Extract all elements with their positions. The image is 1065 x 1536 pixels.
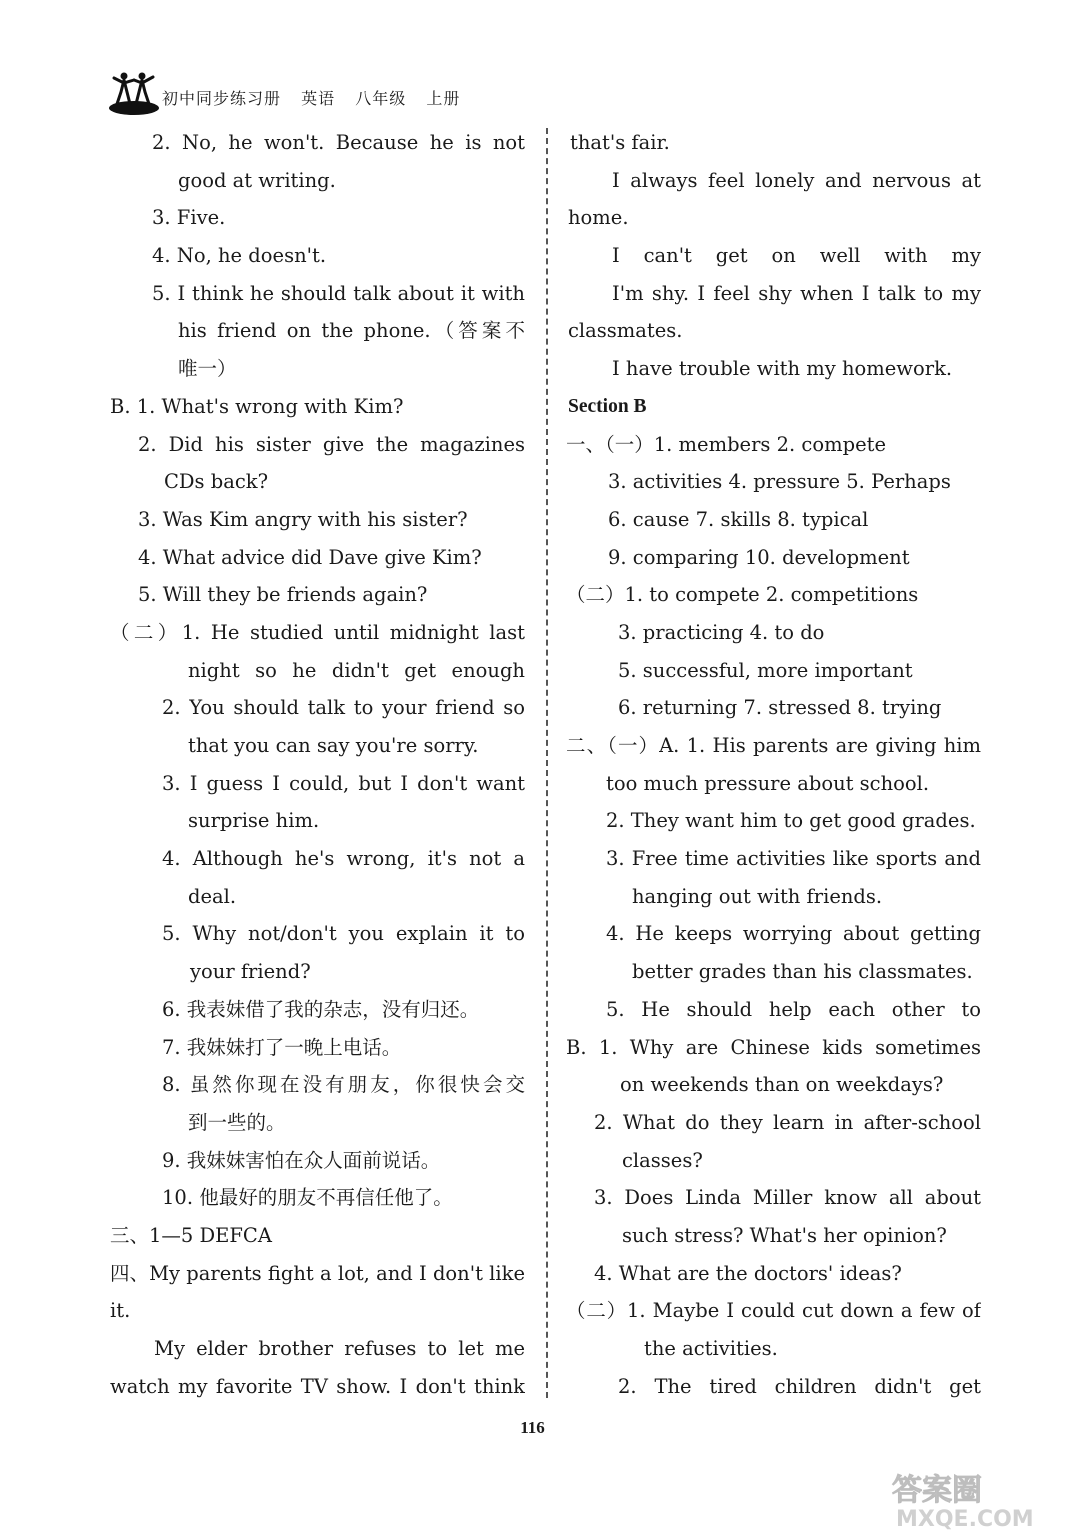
left-answer-line: 3. Five. xyxy=(152,206,226,230)
left-answer-line: his friend on the phone.（答案不 xyxy=(178,319,525,343)
left-answer-line: 到一些的。 xyxy=(188,1110,286,1134)
right-answer-line: classes? xyxy=(622,1148,703,1172)
left-answer-line: 3. I guess I could, but I don't want xyxy=(162,771,525,795)
left-answer-line: 2. You should talk to your friend so xyxy=(162,696,525,720)
left-answer-line: 3. Was Kim angry with his sister? xyxy=(138,507,468,531)
right-answer-line: such stress? What's her opinion? xyxy=(622,1223,947,1247)
right-answer-line: classmates. xyxy=(568,319,683,343)
watermark-logo xyxy=(882,1470,1057,1530)
left-answer-line: 5. Will they be friends again? xyxy=(138,583,428,607)
right-answer-line: I'm shy. I feel shy when I talk to my xyxy=(612,281,981,305)
right-answer-line: 3. activities 4. pressure 5. Perhaps xyxy=(608,470,951,494)
left-answer-line: 9. 我妹妹害怕在众人面前说话。 xyxy=(162,1148,441,1172)
left-answer-line: 10. 他最好的朋友不再信任他了。 xyxy=(162,1186,453,1210)
left-answer-line: 4. Although he's wrong, it's not a xyxy=(162,847,525,871)
left-answer-line: 唯一） xyxy=(178,357,237,381)
right-answer-line: 一、（一）1. members 2. compete xyxy=(566,432,886,456)
right-answer-line: 2. They want him to get good grades. xyxy=(606,809,976,833)
right-answer-line: （二）1. Maybe I could cut down a few of xyxy=(566,1299,981,1323)
left-answer-line: that you can say you're sorry. xyxy=(188,734,479,757)
right-answer-line: 3. Does Linda Miller know all about xyxy=(594,1186,981,1210)
column-divider xyxy=(546,128,548,1398)
left-answer-line: 4. No, he doesn't. xyxy=(152,244,327,268)
subject-label: 英语 xyxy=(301,89,336,108)
left-answer-line: My elder brother refuses to let me xyxy=(154,1337,525,1360)
right-answer-line: 9. comparing 10. development xyxy=(608,545,910,569)
left-answer-line: 6. 我表妹借了我的杂志，没有归还。 xyxy=(162,997,480,1021)
left-answer-line: （二）1. He studied until midnight last xyxy=(110,620,525,644)
left-answer-line: 三、1—5 DEFCA xyxy=(110,1223,272,1247)
right-answer-line: I always feel lonely and nervous at xyxy=(612,168,981,192)
right-answer-line: 5. successful, more important xyxy=(618,658,913,682)
page-number: 116 xyxy=(520,1418,545,1437)
right-answer-line: I have trouble with my homework. xyxy=(612,357,953,381)
right-answer-line: too much pressure about school. xyxy=(606,771,930,795)
svg-text:MXQE.COM: MXQE.COM xyxy=(896,1507,1034,1530)
book-logo-icon xyxy=(108,68,160,116)
left-answer-line: 四、My parents fight a lot, and I don't like xyxy=(110,1261,525,1285)
left-answer-line: it. xyxy=(110,1299,131,1323)
left-answer-line: 5. I think he should talk about it with xyxy=(152,281,525,305)
left-answer-line: 5. Why not/don't you explain it to xyxy=(162,922,525,946)
left-answer-line: deal. xyxy=(188,884,237,908)
right-answer-line: 6. returning 7. stressed 8. trying xyxy=(618,696,942,720)
right-answer-line: I can't get on well with my xyxy=(612,244,981,268)
left-answer-line: your friend? xyxy=(190,960,311,984)
left-answer-line: CDs back? xyxy=(164,470,269,494)
right-answer-line: 4. He keeps worrying about getting xyxy=(606,922,981,946)
right-answer-line: 二、（一）A. 1. His parents are giving him xyxy=(566,734,981,757)
left-answer-line: good at writing. xyxy=(178,168,336,192)
right-answer-column xyxy=(566,124,981,1405)
right-answer-line: better grades than his classmates. xyxy=(632,960,973,984)
grade-label: 八年级 xyxy=(355,89,407,108)
left-answer-line: 7. 我妹妹打了一晚上电话。 xyxy=(162,1035,402,1059)
left-answer-line: 2. Did his sister give the magazines xyxy=(138,432,525,456)
left-answer-line: B. 1. What's wrong with Kim? xyxy=(110,394,404,418)
right-answer-line: that's fair. xyxy=(570,131,670,154)
page-header xyxy=(108,68,568,118)
right-answer-line: B. 1. Why are Chinese kids sometimes xyxy=(566,1035,981,1059)
right-answer-line: 5. He should help each other to xyxy=(606,997,981,1021)
right-answer-line: 3. practicing 4. to do xyxy=(618,620,825,644)
left-answer-line: surprise him. xyxy=(188,809,320,833)
right-answer-line: 6. cause 7. skills 8. typical xyxy=(608,507,869,531)
right-answer-line: 2. The tired children didn't get xyxy=(618,1374,981,1398)
right-answer-line: 3. Free time activities like sports and xyxy=(606,847,981,871)
right-answer-line: 4. What are the doctors' ideas? xyxy=(594,1261,902,1285)
volume-label: 上册 xyxy=(426,89,461,108)
left-answer-line: watch my favorite TV show. I don't think xyxy=(110,1374,525,1398)
left-answer-line: 4. What advice did Dave give Kim? xyxy=(138,545,482,569)
right-answer-line: home. xyxy=(568,206,629,230)
header-title xyxy=(162,86,474,109)
left-answer-column xyxy=(110,124,525,1405)
section-heading: Section B xyxy=(568,395,647,417)
left-answer-line: night so he didn't get enough xyxy=(188,658,525,682)
right-answer-line: （二）1. to compete 2. competitions xyxy=(566,583,919,607)
right-answer-line: on weekends than on weekdays? xyxy=(620,1073,944,1097)
left-answer-line: 2. No, he won't. Because he is not xyxy=(152,131,525,154)
right-answer-line: 2. What do they learn in after-school xyxy=(594,1110,981,1134)
book-title: 初中同步练习册 xyxy=(162,89,282,108)
right-answer-line: the activities. xyxy=(644,1337,778,1360)
svg-text:答案圈: 答案圈 xyxy=(892,1473,982,1508)
left-answer-line: 8. 虽然你现在没有朋友，你很快会交 xyxy=(162,1073,525,1097)
right-answer-line: hanging out with friends. xyxy=(632,884,883,908)
